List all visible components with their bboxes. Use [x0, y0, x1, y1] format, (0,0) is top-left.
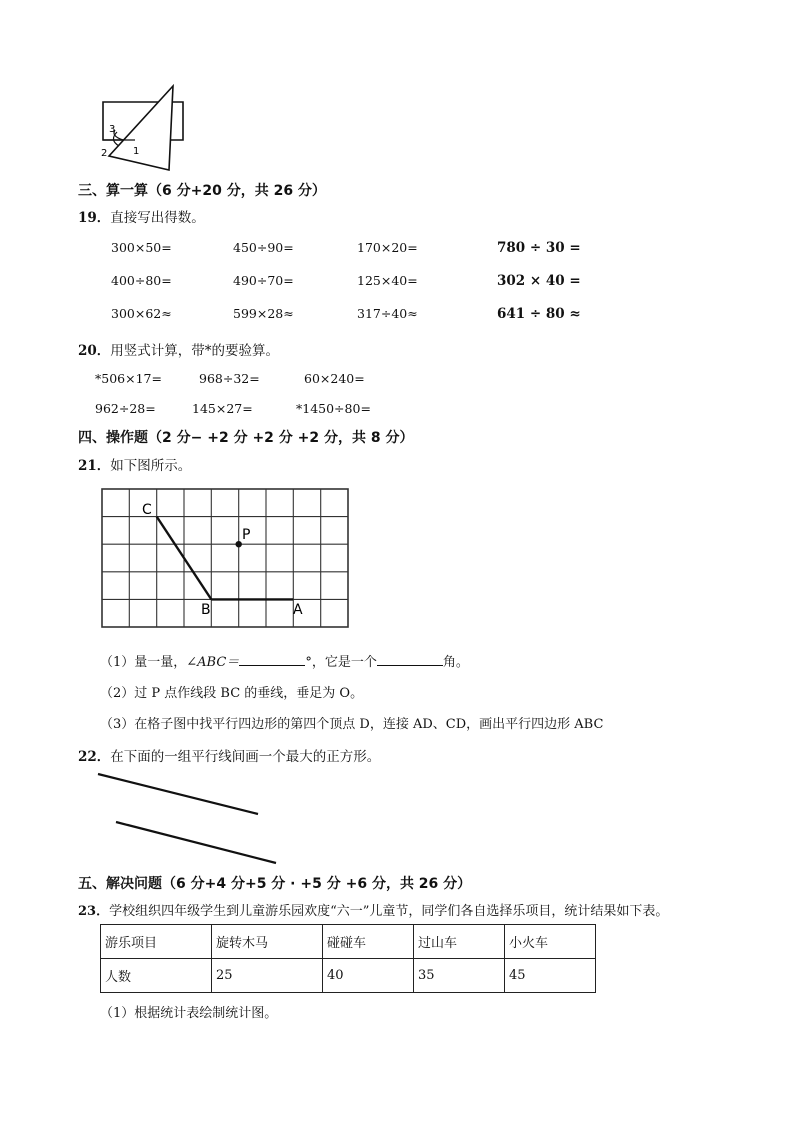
angle-label-1: 1 — [133, 146, 140, 157]
table-cell: 人数 — [101, 959, 212, 993]
sub1-end: 角。 — [442, 655, 469, 670]
question-22 — [78, 745, 380, 765]
section-4-heading: 四、操作题（2 分− +2 分 +2 分 +2 分，共 8 分） — [78, 430, 414, 446]
calc-item: 170×20= — [357, 240, 418, 255]
calc-item: 968÷32= — [199, 371, 260, 386]
question-text: 如下图所示。 — [110, 458, 192, 474]
table-row — [101, 959, 596, 993]
calc-item: *1450÷80= — [296, 401, 371, 416]
calc-item: 490÷70= — [233, 273, 294, 288]
label-a: A — [293, 602, 303, 618]
table-header-cell: 过山车 — [414, 925, 505, 959]
calc-item: 300×62≈ — [111, 306, 172, 321]
question-text: 直接写出得数。 — [110, 210, 205, 226]
question-19 — [78, 206, 205, 226]
angle-label-3: 3 — [109, 124, 116, 135]
question-text: 在下面的一组平行线间画一个最大的正方形。 — [110, 749, 381, 765]
calc-item: 641 ÷ 80 ≈ — [497, 306, 581, 322]
question-number: 21． — [78, 458, 111, 474]
point-p — [236, 541, 242, 547]
table-cell: 45 — [505, 959, 596, 993]
calc-item: 302 × 40 = — [497, 273, 581, 289]
calc-item: 125×40= — [357, 273, 418, 288]
question-number: 22． — [78, 749, 111, 765]
calc-item: 780 ÷ 30 = — [497, 240, 581, 256]
question-21 — [78, 454, 191, 474]
question-number: 19． — [78, 210, 111, 226]
table-cell: 35 — [414, 959, 505, 993]
answer-blank-angle-type[interactable] — [377, 652, 443, 666]
answer-blank-degrees[interactable] — [239, 652, 305, 666]
q21-sub3: （3）在格子图中找平行四边形的第四个顶点 D，连接 AD、CD，画出平行四边形 ABC — [100, 717, 604, 732]
question-text: 用竖式计算，带*的要验算。 — [110, 343, 280, 359]
table-header-cell: 旋转木马 — [212, 925, 323, 959]
calc-item: 145×27= — [192, 401, 253, 416]
grid-figure — [100, 486, 352, 632]
table-row — [101, 925, 596, 959]
question-text: 学校组织四年级学生到儿童游乐园欢度“六一”儿童节，同学们各自选择乐项目，统计结果如下表。 — [109, 904, 669, 919]
calc-item: 60×240= — [304, 371, 365, 386]
table-header-cell: 碰碰车 — [323, 925, 414, 959]
q23-sub1: （1）根据统计表绘制统计图。 — [100, 1006, 278, 1021]
calc-item: 300×50= — [111, 240, 172, 255]
folded-paper-figure — [95, 82, 195, 174]
calc-item: *506×17= — [95, 371, 162, 386]
q21-sub2: （2）过 P 点作线段 BC 的垂线，垂足为 O。 — [100, 686, 364, 701]
label-c: C — [142, 502, 152, 518]
calc-item: 962÷28= — [95, 401, 156, 416]
calc-item: 317÷40≈ — [357, 306, 418, 321]
question-number: 20． — [78, 343, 111, 359]
label-p: P — [242, 527, 251, 543]
sub1-middle: °，它是一个 — [305, 655, 377, 670]
q21-sub1 — [100, 651, 469, 670]
table-header-cell: 小火车 — [505, 925, 596, 959]
section-3-heading: 三、算一算（6 分+20 分，共 26 分） — [78, 183, 326, 199]
sub1-prefix: （1）量一量， — [100, 655, 187, 670]
statistics-table — [100, 924, 596, 993]
parallel-lines-figure — [90, 766, 290, 870]
parallel-line-bottom — [116, 822, 276, 863]
calc-item: 450÷90= — [233, 240, 294, 255]
angle-abc: ∠ABC＝ — [186, 655, 240, 670]
calc-item: 400÷80= — [111, 273, 172, 288]
table-cell: 25 — [212, 959, 323, 993]
question-number: 23． — [78, 904, 110, 919]
table-cell: 40 — [323, 959, 414, 993]
question-23 — [78, 900, 668, 919]
label-b: B — [201, 602, 211, 618]
calc-item: 599×28≈ — [233, 306, 294, 321]
parallel-line-top — [98, 774, 258, 814]
question-20 — [78, 339, 279, 359]
table-header-cell: 游乐项目 — [101, 925, 212, 959]
section-5-heading: 五、解决问题（6 分+4 分+5 分 · +5 分 +6 分，共 26 分） — [78, 876, 472, 892]
angle-label-2: 2 — [101, 148, 108, 159]
